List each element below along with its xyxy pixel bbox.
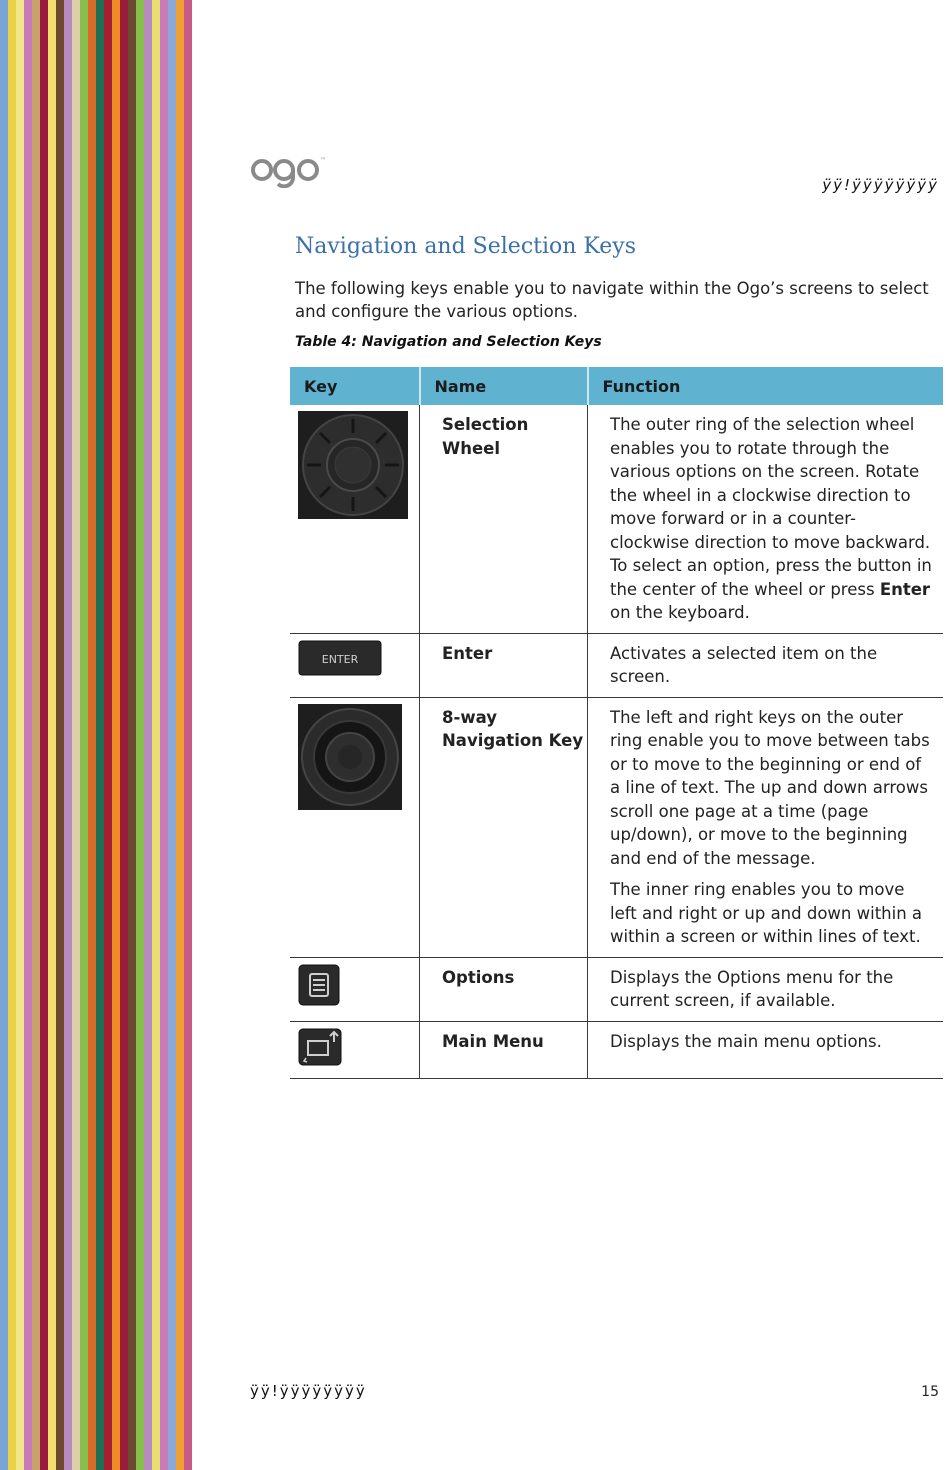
row-function: The outer ring of the selection wheel enables you to rotate through the various options on the screen. Rotate the wheel in a clockwise direction to move forward or in a counter-clockwise direction to move backward. To select an option, press the button in the center of the wheel or press Enter on the keyboard. bbox=[610, 415, 932, 622]
table-row bbox=[290, 957, 943, 1021]
running-header: ÿÿ!ÿÿÿÿÿÿÿÿ bbox=[822, 176, 939, 194]
table-header-row bbox=[290, 367, 943, 405]
enter-key-icon bbox=[298, 640, 382, 676]
header-function: Function bbox=[588, 367, 944, 405]
row-name: Options bbox=[420, 957, 588, 1021]
header-name: Name bbox=[420, 367, 588, 405]
table-row bbox=[290, 633, 943, 697]
row-name: 8-way Navigation Key bbox=[420, 697, 588, 957]
row-function: Activates a selected item on the screen. bbox=[588, 633, 944, 697]
table-row bbox=[290, 697, 943, 957]
table-row bbox=[290, 405, 943, 633]
page-number: 15 bbox=[921, 1384, 939, 1400]
main-menu-key-icon bbox=[298, 1028, 342, 1066]
table-row bbox=[290, 1021, 943, 1079]
row-function: Displays the main menu options. bbox=[588, 1021, 944, 1079]
intro-paragraph: The following keys enable you to navigate within the Ogo’s screens to select and configure the various options. bbox=[295, 279, 929, 321]
running-footer: ÿÿ!ÿÿÿÿÿÿÿÿ bbox=[250, 1382, 367, 1400]
svg-text:™: ™ bbox=[320, 157, 326, 164]
options-key-icon bbox=[298, 964, 340, 1006]
ogo-logo bbox=[250, 152, 330, 188]
row-name: Main Menu bbox=[420, 1021, 588, 1079]
section-title: Navigation and Selection Keys bbox=[295, 234, 637, 259]
selection-wheel-icon bbox=[298, 411, 408, 519]
row-function: The left and right keys on the outer ring enable you to move between tabs or to move to the beginning or end of a line of text. The up and down arrows scroll one page at a time (page up/down), or move to the beginning and end of the message. The inner ring enables you to move left and right or up and down within a within a screen or within lines of text. bbox=[588, 697, 944, 957]
keys-table bbox=[290, 367, 943, 1079]
row-name: Enter bbox=[420, 633, 588, 697]
decorative-color-stripes bbox=[0, 0, 200, 1470]
row-function: Displays the Options menu for the current screen, if available. bbox=[588, 957, 944, 1021]
row-name: Selection Wheel bbox=[420, 405, 588, 633]
header-key: Key bbox=[290, 367, 420, 405]
enter-key-label: ENTER bbox=[321, 652, 359, 666]
navigation-key-icon bbox=[298, 704, 402, 810]
table-caption: Table 4: Navigation and Selection Keys bbox=[295, 334, 602, 350]
